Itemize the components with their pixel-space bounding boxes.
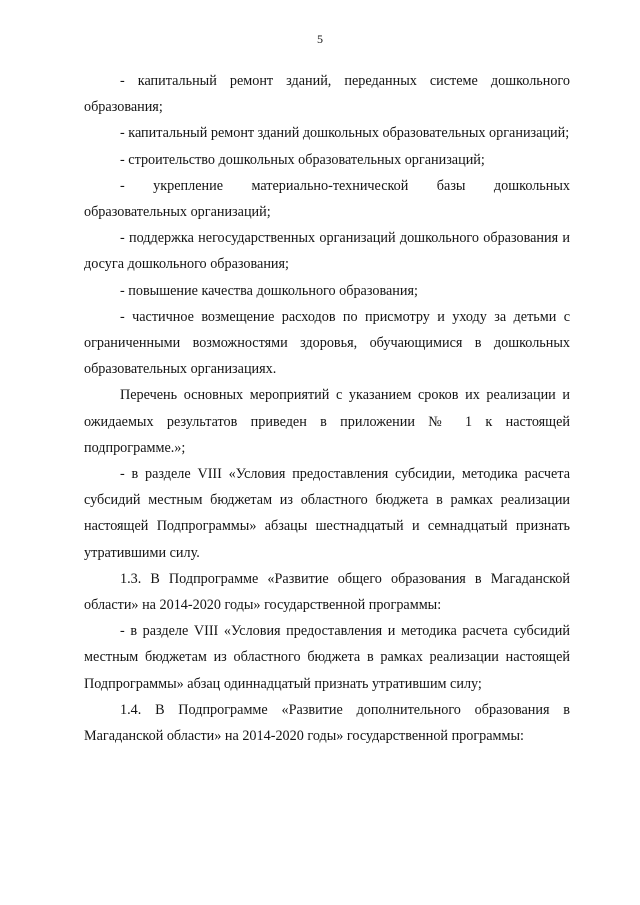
paragraph-capital-repair-preschool: - капитальный ремонт зданий дошкольных образовательных организаций; (120, 125, 570, 142)
paragraph-partial-compensation: - частичное возмещение расходов по присмотру и уходу за детьми с ограниченными возможностями здоровья, обучающимися в дошкольных образовательных организациях. (84, 308, 570, 378)
paragraph-capital-repair-transferred: - капитальный ремонт зданий, переданных системе дошкольного образования; (84, 73, 570, 116)
page-number: 5 (317, 32, 323, 46)
paragraph-construction: - строительство дошкольных образовательных организаций; (120, 151, 485, 168)
document-body (84, 68, 570, 749)
paragraph-activities-list: Перечень основных мероприятий с указанием сроков их реализации и ожидаемых результатов приведен в приложении № 1 к настоящей подпрограмме.»; (84, 387, 570, 456)
paragraph-section-viii-preschool: - в разделе VIII «Условия предоставления субсидии, методика расчета субсидий местным бюджетам из областного бюджета в рамках реализации настоящей Подпрограммы» абзацы шестнадцатый и семнадцатый признать утратившими силу. (84, 466, 570, 561)
paragraph-quality-improvement: - повышение качества дошкольного образования; (120, 282, 418, 299)
paragraph-nonstate-support: - поддержка негосударственных организаций дошкольного образования и досуга дошкольного образования; (84, 230, 570, 273)
paragraph-section-viii-general: - в разделе VIII «Условия предоставления и методика расчета субсидий местным бюджетам из областного бюджета в рамках реализации настоящей Подпрограммы» абзац одиннадцатый признать утратившим силу; (84, 623, 570, 692)
paragraph-clause-1-4: 1.4. В Подпрограмме «Развитие дополнительного образования в Магаданской области» на 2014-2020 годы» государственной программы: (84, 701, 570, 745)
paragraph-material-base: - укрепление материально-технической базы дошкольных образовательных организаций; (84, 177, 570, 221)
paragraph-clause-1-3: 1.3. В Подпрограмме «Развитие общего образования в Магаданской области» на 2014-2020 годы» государственной программы: (84, 570, 570, 614)
